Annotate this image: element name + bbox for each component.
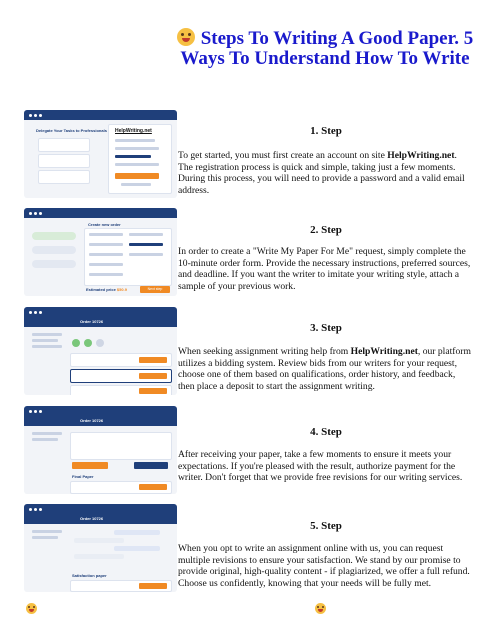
- grinning-face-icon: [26, 603, 37, 614]
- step-1-text: To get started, you must first create an account on site HelpWriting.net. The registration process is quick and simple, taking just a few moments. During this process, you will need to provide a password and a valid email address.: [178, 150, 465, 196]
- screenshot-order-form: [24, 208, 177, 296]
- step-4-text: After receiving your paper, take a few moments to ensure it meets your expectations. If you're pleased with the result, authorize payment for the writer. Don't forget that we provide free revisions for our writing services.: [178, 449, 463, 484]
- screenshot-heading: Order 10726: [80, 319, 104, 324]
- step-2-text: In order to create a "Write My Paper For Me" request, simply complete the 10-minute order form. Provide the necessary instructions, preferred sources, and deadline. If you want the writer to imitate your writing style, attach a sample of your previous work.: [178, 246, 471, 292]
- step-5-heading: 5. Step: [310, 520, 342, 532]
- step-3-text: When seeking assignment writing help from HelpWriting.net, our platform utilizes a bidding system. Review bids from our writers for your request, choose one of them based on qualifications, order history, and feedback, then place a deposit to start the assignment writing.: [178, 346, 471, 392]
- screenshot-final-paper: [24, 406, 177, 494]
- screenshot-heading: Order 10726: [80, 516, 104, 521]
- screenshot-registration: [24, 110, 177, 198]
- step-2-heading: 2. Step: [310, 224, 342, 236]
- screenshot-heading: Order 10726: [80, 418, 104, 423]
- step-1-heading: 1. Step: [310, 125, 342, 137]
- step-4-heading: 4. Step: [310, 426, 342, 438]
- satisfaction-label: Satisfaction paper: [72, 573, 107, 578]
- screenshot-revisions: [24, 504, 177, 592]
- screenshot-bids: [24, 307, 177, 395]
- screenshot-heading: Create new order: [88, 222, 121, 227]
- screenshot-brand: HelpWriting.net: [115, 128, 152, 134]
- grinning-face-icon: [315, 603, 326, 614]
- page-title: Steps To Writing A Good Paper. 5 Ways To Understand How To Write: [170, 28, 480, 69]
- screenshot-heading: Delegate Your Tasks to Professionals: [36, 128, 107, 133]
- next-step-button: Next step: [140, 286, 170, 293]
- estimated-price: Estimated price $50.9: [86, 287, 127, 292]
- grinning-face-icon: [177, 28, 195, 46]
- step-5-text: When you opt to write an assignment online with us, you can request multiple revisions to ensure your satisfaction. We stand by our promise to provide original, high-quality content - if plagiarized, we offer a full refund. Choose us confidently, knowing that your needs will be fully met.: [178, 543, 470, 589]
- final-paper-label: Final Paper: [72, 474, 94, 479]
- step-3-heading: 3. Step: [310, 322, 342, 334]
